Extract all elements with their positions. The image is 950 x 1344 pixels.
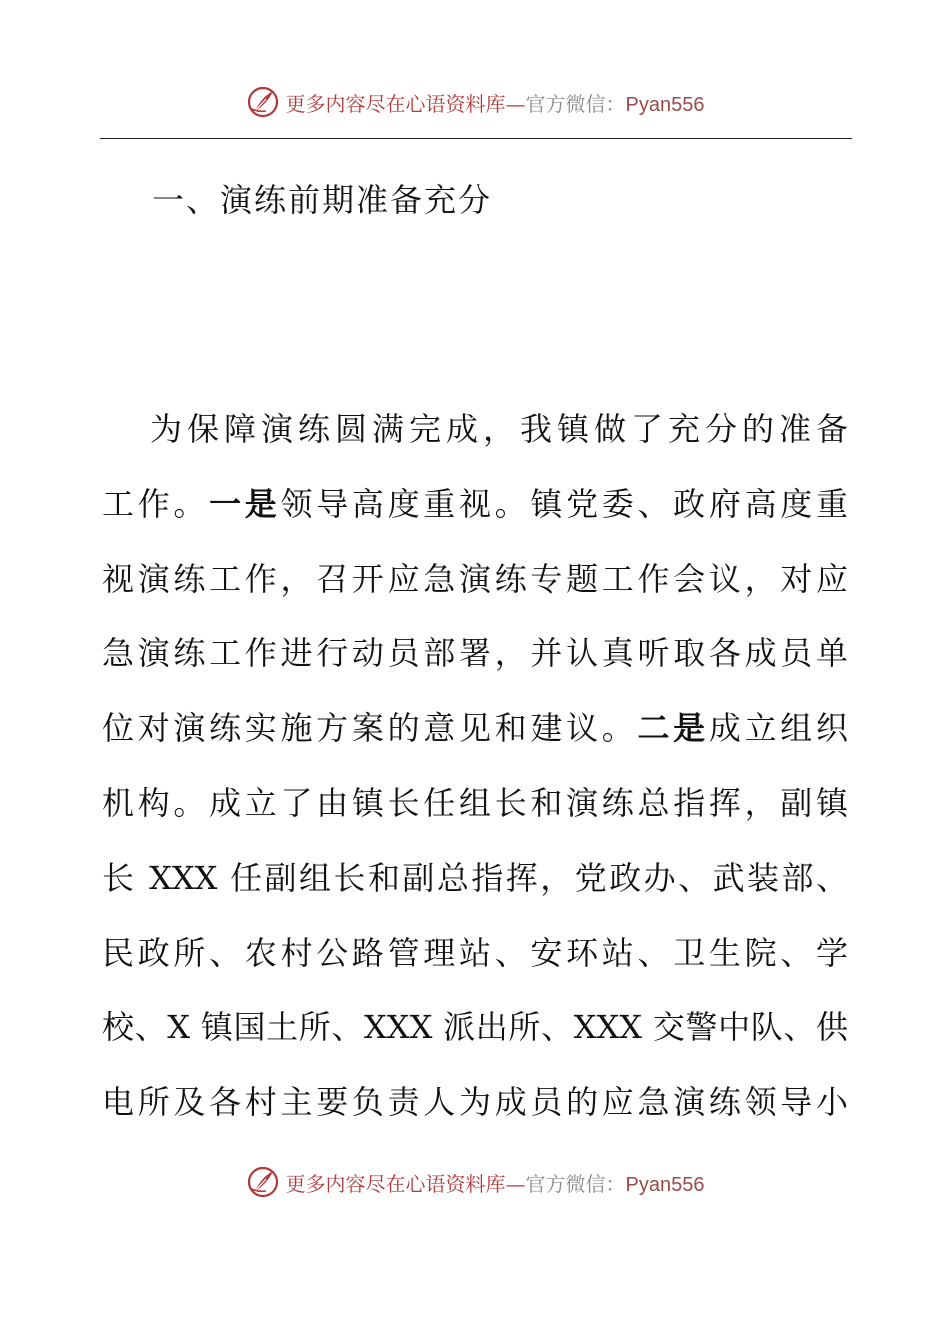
paragraph-line-6: 机构。成立了由镇长任组长和演练总指挥，副镇 [102,783,848,822]
footer-banner-text [286,1168,705,1197]
footer-wechat-label: 官方微信： [525,1171,626,1196]
header-wechat-id: Pyan556 [625,93,705,116]
feather-pen-icon [246,1165,280,1199]
body-paragraph [102,392,848,1140]
footer-banner [0,1162,950,1202]
line-2-post: 领导高度重视。镇党委、政府高度重 [280,484,848,523]
header-banner-title: 更多内容尽在心语资料库 [285,91,506,116]
footer-banner-separator: — [505,1171,526,1196]
paragraph-line-8: 民政所、农村公路管理站、安环站、卫生院、学 [102,933,848,972]
section-heading: 一、演练前期准备充分 [152,181,493,219]
paragraph-line-2 [102,467,848,542]
paragraph-line-10: 电所及各村主要负责人为成员的应急演练领导小 [102,1083,848,1122]
header-banner-separator: — [505,91,526,116]
paragraph-line-9: 校、X 镇国土所、XXX 派出所、XXX 交警中队、供 [102,1008,848,1047]
header-wechat-label: 官方微信： [525,91,626,116]
footer-wechat-id: Pyan556 [625,1173,705,1196]
header-banner-inner [246,85,705,119]
header-banner-text [286,88,705,117]
header-banner [0,82,950,122]
paragraph-line-7: 长 XXX 任副组长和副总指挥，党政办、武装部、 [102,858,848,897]
point-one-marker: 一是 [209,484,281,523]
paragraph-line-1: 为保障演练圆满完成，我镇做了充分的准备 [150,410,848,448]
header-rule [100,138,852,139]
footer-banner-title: 更多内容尽在心语资料库 [285,1171,506,1196]
paragraph-line-4: 急演练工作进行动员部署，并认真听取各成员单 [102,634,848,673]
footer-banner-inner [246,1165,705,1199]
line-5-pre: 位对演练实施方案的意见和建议。 [102,709,638,748]
paragraph-line-5 [102,691,848,766]
line-5-post: 成立组织 [708,709,848,748]
feather-pen-icon [246,85,280,119]
line-2-pre: 工作。 [102,484,210,523]
paragraph-line-3: 视演练工作，召开应急演练专题工作会议，对应 [102,559,848,598]
point-two-marker: 二是 [637,709,709,748]
